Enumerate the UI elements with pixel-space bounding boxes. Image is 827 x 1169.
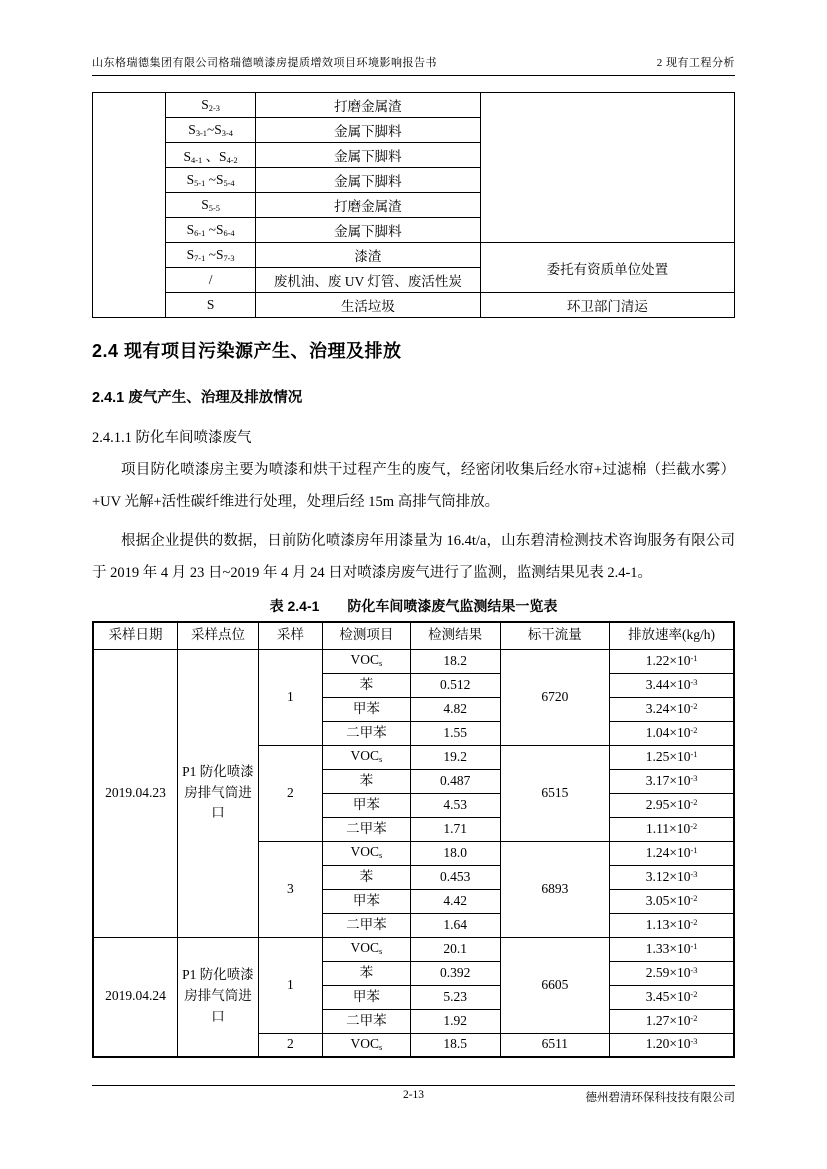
waste-disposal-table: [92, 92, 735, 318]
sample-no-cell: 1: [258, 649, 322, 745]
waste-name-cell: 金属下脚料: [256, 218, 481, 243]
monitor-results-table: [92, 621, 735, 1058]
paragraph-process: 项目防化喷漆房主要为喷漆和烘干过程产生的废气，经密闭收集后经水帘+过滤棉（拦截水雾）+UV 光解+活性碳纤维进行处理，处理后经 15m 高排气筒排放。: [92, 462, 735, 510]
waste-code-cell: $S_{2-3}$: [166, 93, 256, 118]
waste-code-cell: $S_{5-1}$ $\sim S_{5-4}$: [166, 168, 256, 193]
detect-result-cell: 1.71: [410, 817, 500, 841]
emission-rate-cell: $1.33\times 10^{-1}$: [610, 937, 734, 961]
sample-no-cell: 2: [258, 745, 322, 841]
waste-name-cell: 废机油、废 UV 灯管、废活性炭: [256, 268, 481, 293]
sample-date-cell: 2019.04.23: [93, 649, 178, 937]
emission-rate-cell: $1.24\times 10^{-1}$: [610, 841, 734, 865]
emission-rate-cell: $1.27\times 10^{-2}$: [610, 1009, 734, 1033]
flow-cell: 6893: [500, 841, 610, 937]
emission-rate-cell: $3.17\times 10^{-3}$: [610, 769, 734, 793]
detect-result-cell: 1.64: [410, 913, 500, 937]
flow-cell: 6605: [500, 937, 610, 1033]
emission-rate-cell: $1.04\times 10^{-2}$: [610, 721, 734, 745]
paragraph-monitoring: 根据企业提供的数据，日前防化喷漆房年用漆量为 16.4t/a，山东碧清检测技术咨询服务有限公司于 2019 年 4 月 23 日~2019 年 4 月 24 日对喷漆房废气进行了监测，监测结果见表 2.4-1。: [92, 533, 735, 581]
sample-no-cell: 1: [258, 937, 322, 1033]
emission-rate-cell: $2.95\times 10^{-2}$: [610, 793, 734, 817]
monitor-row: [93, 937, 734, 961]
waste-code-cell: $S_{7-1}$ $\sim S_{7-3}$: [166, 243, 256, 268]
detect-result-cell: 4.82: [410, 697, 500, 721]
detect-item-cell: 苯: [322, 673, 410, 697]
emission-rate-cell: $3.24\times 10^{-2}$: [610, 697, 734, 721]
flow-cell: 6515: [500, 745, 610, 841]
detect-result-cell: 20.1: [410, 937, 500, 961]
detect-item-cell: 甲苯: [322, 889, 410, 913]
column-header: 采样日期: [93, 622, 178, 649]
section-title-2-4-1-1: 2.4.1.1 防化车间喷漆废气: [92, 430, 252, 446]
emission-rate-cell: $1.25\times 10^{-1}$: [610, 745, 734, 769]
waste-code-cell: $S_{5-5}$: [166, 193, 256, 218]
detect-result-cell: 0.512: [410, 673, 500, 697]
detect-item-cell: $VOC_s$: [322, 1033, 410, 1057]
sample-no-cell: 2: [258, 1033, 322, 1057]
detect-item-cell: $VOC_s$: [322, 937, 410, 961]
waste-row: [93, 293, 735, 318]
emission-rate-cell: $2.59\times 10^{-3}$: [610, 961, 734, 985]
section-title-2-4-1: 2.4.1 废气产生、治理及排放情况: [92, 390, 303, 406]
monitor-table-caption: 表 2.4-1 防化车间喷漆废气监测结果一览表: [269, 598, 558, 614]
column-header: 标干流量: [500, 622, 610, 649]
column-header: 检测结果: [410, 622, 500, 649]
waste-disposal-cell: [480, 93, 734, 243]
waste-row: [93, 93, 735, 118]
detect-item-cell: 苯: [322, 865, 410, 889]
detect-item-cell: $VOC_s$: [322, 841, 410, 865]
detect-item-cell: 二甲苯: [322, 721, 410, 745]
waste-name-cell: 漆渣: [256, 243, 481, 268]
sample-point-cell: P1 防化喷漆房排气筒进口: [178, 937, 259, 1057]
monitor-header-row: [93, 622, 734, 649]
column-header: 检测项目: [322, 622, 410, 649]
page-number: 2-13: [402, 1089, 425, 1101]
detect-item-cell: $VOC_s$: [322, 649, 410, 673]
detect-item-cell: 苯: [322, 961, 410, 985]
emission-rate-cell: $3.05\times 10^{-2}$: [610, 889, 734, 913]
detect-result-cell: 4.42: [410, 889, 500, 913]
waste-code-cell: S: [166, 293, 256, 318]
column-header: 采样: [258, 622, 322, 649]
waste-disposal-cell: 委托有资质单位处置: [480, 243, 734, 293]
emission-rate-cell: $3.12\times 10^{-3}$: [610, 865, 734, 889]
flow-cell: 6511: [500, 1033, 610, 1057]
emission-rate-cell: $1.22\times 10^{-1}$: [610, 649, 734, 673]
emission-rate-cell: $3.44\times 10^{-3}$: [610, 673, 734, 697]
detect-result-cell: 1.92: [410, 1009, 500, 1033]
monitor-table-body: [93, 649, 734, 1057]
waste-category-cell: [93, 93, 166, 318]
detect-result-cell: 0.453: [410, 865, 500, 889]
detect-result-cell: 0.392: [410, 961, 500, 985]
header-chapter: 2 现有工程分析: [656, 57, 735, 69]
detect-result-cell: 18.0: [410, 841, 500, 865]
column-header: 排放速率(kg/h): [610, 622, 734, 649]
detect-item-cell: 苯: [322, 769, 410, 793]
page-footer: [92, 1085, 735, 1105]
waste-disposal-cell: 环卫部门清运: [480, 293, 734, 318]
waste-code-cell: $S_{6-1}$ $\sim S_{6-4}$: [166, 218, 256, 243]
header-report-title: 山东格瑞德集团有限公司格瑞德喷漆房提质增效项目环境影响报告书: [92, 57, 437, 69]
emission-rate-cell: $3.45\times 10^{-2}$: [610, 985, 734, 1009]
detect-result-cell: 0.487: [410, 769, 500, 793]
detect-item-cell: 甲苯: [322, 697, 410, 721]
sample-no-cell: 3: [258, 841, 322, 937]
detect-result-cell: 5.23: [410, 985, 500, 1009]
waste-table-body: [93, 93, 735, 318]
section-title-2-4: 2.4 现有项目污染源产生、治理及排放: [92, 341, 402, 361]
detect-item-cell: 二甲苯: [322, 817, 410, 841]
waste-row: [93, 243, 735, 268]
emission-rate-cell: $1.13\times 10^{-2}$: [610, 913, 734, 937]
waste-name-cell: 打磨金属渣: [256, 93, 481, 118]
waste-name-cell: 金属下脚料: [256, 118, 481, 143]
page-header: [92, 54, 735, 76]
detect-item-cell: 二甲苯: [322, 913, 410, 937]
detect-result-cell: 18.2: [410, 649, 500, 673]
monitor-row: [93, 649, 734, 673]
emission-rate-cell: $1.20\times 10^{-3}$: [610, 1033, 734, 1057]
detect-result-cell: 19.2: [410, 745, 500, 769]
footer-company: 德州碧清环保科技技有限公司: [585, 1092, 735, 1104]
detect-item-cell: 甲苯: [322, 793, 410, 817]
detect-item-cell: $VOC_s$: [322, 745, 410, 769]
sample-point-cell: P1 防化喷漆房排气筒进口: [178, 649, 259, 937]
waste-code-cell: /: [166, 268, 256, 293]
waste-name-cell: 打磨金属渣: [256, 193, 481, 218]
column-header: 采样点位: [178, 622, 259, 649]
detect-item-cell: 甲苯: [322, 985, 410, 1009]
detect-result-cell: 4.53: [410, 793, 500, 817]
emission-rate-cell: $1.11\times 10^{-2}$: [610, 817, 734, 841]
detect-result-cell: 1.55: [410, 721, 500, 745]
waste-name-cell: 金属下脚料: [256, 168, 481, 193]
detect-result-cell: 18.5: [410, 1033, 500, 1057]
waste-name-cell: 生活垃圾: [256, 293, 481, 318]
waste-name-cell: 金属下脚料: [256, 143, 481, 168]
sample-date-cell: 2019.04.24: [93, 937, 178, 1057]
flow-cell: 6720: [500, 649, 610, 745]
detect-item-cell: 二甲苯: [322, 1009, 410, 1033]
waste-code-cell: $S_{3-1}\sim S_{3-4}$: [166, 118, 256, 143]
waste-code-cell: $S_{4-1}$ 、$S_{4-2}$: [166, 143, 256, 168]
